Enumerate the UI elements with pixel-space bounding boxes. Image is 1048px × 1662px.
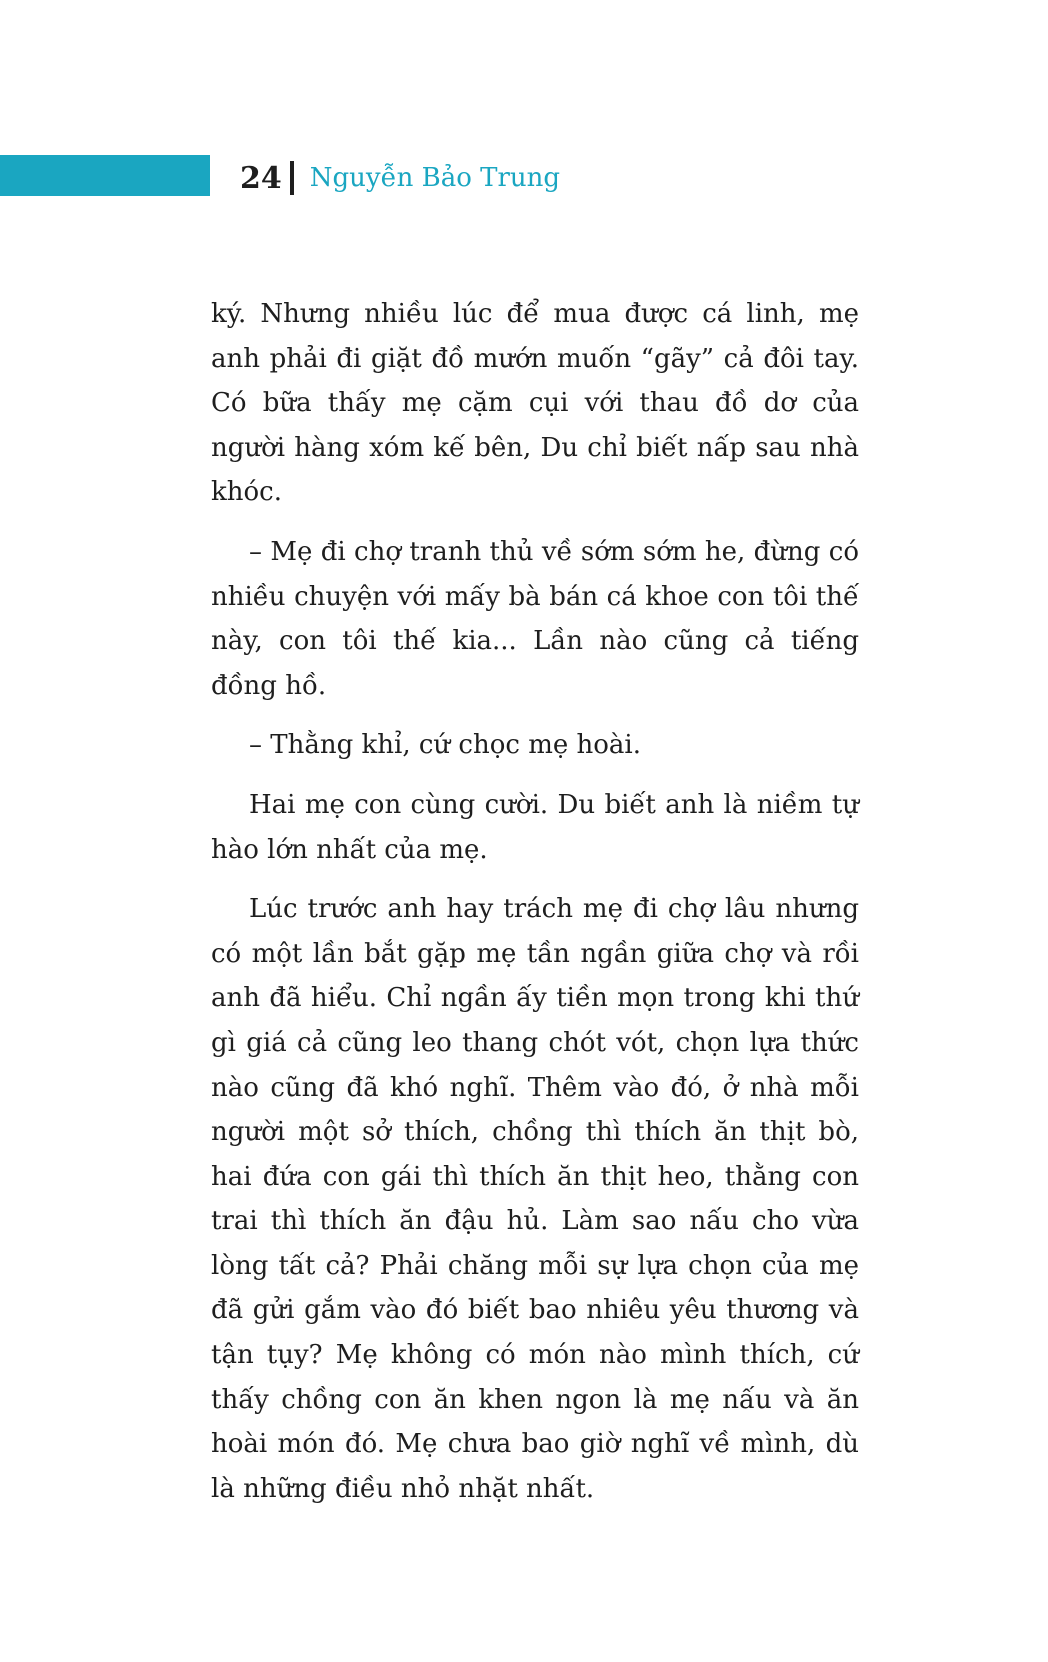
paragraph: ký. Nhưng nhiều lúc để mua được cá linh, mẹ anh phải đi giặt đồ mướn muốn “gãy” cả đôi tay. Có bữa thấy mẹ cặm cụi với thau đồ dơ của người hàng xóm kế bên, Du chỉ biết nấp sau nhà khóc. <box>211 299 859 508</box>
paragraph: – Mẹ đi chợ tranh thủ về sớm sớm he, đừng có nhiều chuyện với mấy bà bán cá khoe con tôi thế này, con tôi thế kia... Lần nào cũng cả tiếng đồng hồ. <box>211 536 859 701</box>
author-name: Nguyễn Bảo Trung <box>309 163 561 193</box>
running-header <box>240 158 560 198</box>
body-text <box>211 292 859 1526</box>
header-accent-bar <box>0 155 210 196</box>
paragraph: Hai mẹ con cùng cười. Du biết anh là niềm tự hào lớn nhất của mẹ. <box>211 789 859 865</box>
header-divider <box>290 161 294 195</box>
page-number: 24 <box>240 160 282 196</box>
paragraph: Lúc trước anh hay trách mẹ đi chợ lâu nhưng có một lần bắt gặp mẹ tần ngần giữa chợ và rồi anh đã hiểu. Chỉ ngần ấy tiền mọn trong khi thứ gì giá cả cũng leo thang chót vót, chọn lựa thức nào cũng đã khó nghĩ. Thêm vào đó, ở nhà mỗi người một sở thích, chồng thì thích ăn thịt bò, hai đứa con gái thì thích ăn thịt heo, thằng con trai thì thích ăn đậu hủ. Làm sao nấu cho vừa lòng tất cả? Phải chăng mỗi sự lựa chọn của mẹ đã gửi gắm vào đó biết bao nhiêu yêu thương và tận tụy? Mẹ không có món nào mình thích, cứ thấy chồng con ăn khen ngon là mẹ nấu và ăn hoài món đó. Mẹ chưa bao giờ nghĩ về mình, dù là những điều nhỏ nhặt nhất. <box>211 894 859 1504</box>
paragraph: – Thằng khỉ, cứ chọc mẹ hoài. <box>249 730 641 761</box>
